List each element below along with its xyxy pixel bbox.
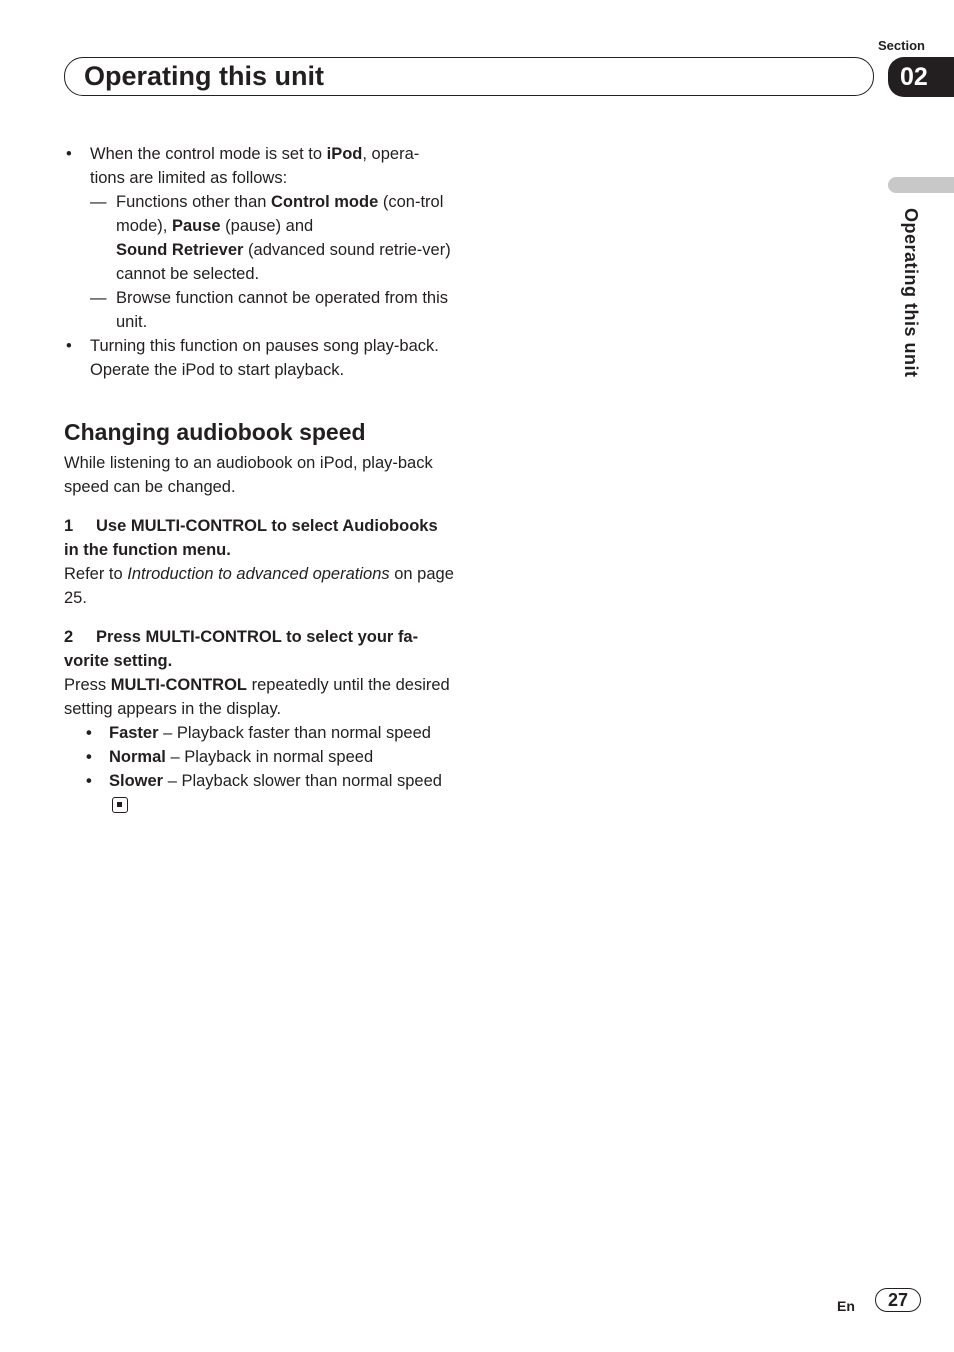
- option-name: Faster: [109, 724, 159, 742]
- side-tab-marker: [888, 177, 954, 193]
- option-desc: – Playback in normal speed: [165, 748, 374, 766]
- text: When the control mode is set to: [90, 145, 327, 163]
- text: Functions other than: [116, 193, 272, 211]
- option-item: [64, 769, 454, 817]
- bold-term: Pause: [171, 217, 221, 235]
- step-title: [64, 514, 454, 562]
- option-desc: – Playback slower than normal speed: [163, 772, 442, 790]
- side-tab-label: Operating this unit: [901, 208, 921, 378]
- step-number: 2: [64, 628, 74, 646]
- cross-reference: Introduction to advanced operations: [127, 565, 390, 583]
- section-heading: Changing audiobook speed: [64, 419, 366, 445]
- step-body: [64, 562, 454, 610]
- language-code: En: [837, 1298, 855, 1314]
- text: , opera-tions are limited as follows:: [90, 145, 420, 187]
- text: (pause) and: [220, 217, 314, 235]
- text: (advanced sound retrie-ver) cannot be selected.: [116, 241, 451, 283]
- dash-item: [64, 190, 454, 286]
- text: (con-trol mode),: [116, 193, 444, 235]
- bold-term: iPod: [326, 145, 363, 163]
- text: Turning this function on pauses song play-back. Operate the iPod to start playback.: [90, 337, 439, 379]
- text: Refer to: [64, 565, 128, 583]
- text: repeatedly until the desired setting appears in the display.: [64, 676, 450, 718]
- option-name: Normal: [109, 748, 166, 766]
- bold-term: MULTI-CONTROL: [110, 676, 248, 694]
- step-number: 1: [64, 517, 74, 535]
- list-item: [64, 334, 454, 382]
- header-bar: [64, 57, 874, 96]
- step-text: Use MULTI-CONTROL to select Audiobooks in the function menu.: [64, 517, 438, 559]
- step-text: Press MULTI-CONTROL to select your fa-vorite setting.: [64, 628, 419, 670]
- section-number-badge: 02: [888, 57, 954, 97]
- step-title: [64, 625, 454, 673]
- page-number: 27: [875, 1288, 921, 1312]
- option-name: Slower: [109, 772, 164, 790]
- text: on page 25.: [64, 565, 454, 607]
- option-desc: – Playback faster than normal speed: [158, 724, 431, 742]
- option-item: [64, 721, 454, 745]
- bold-term: Sound Retriever: [116, 241, 244, 259]
- intro-paragraph: While listening to an audiobook on iPod, play-back speed can be changed.: [64, 454, 433, 496]
- text: Press: [64, 676, 111, 694]
- text: Browse function cannot be operated from this unit.: [116, 289, 449, 331]
- section-label: Section: [878, 38, 925, 53]
- step-body: [64, 673, 454, 721]
- end-mark-icon: [112, 797, 128, 813]
- list-item: [64, 142, 454, 190]
- option-item: [64, 745, 454, 769]
- main-column: [64, 142, 454, 817]
- bold-term: Control mode: [271, 193, 379, 211]
- dash-item: [64, 286, 454, 334]
- page-title: Operating this unit: [84, 61, 324, 91]
